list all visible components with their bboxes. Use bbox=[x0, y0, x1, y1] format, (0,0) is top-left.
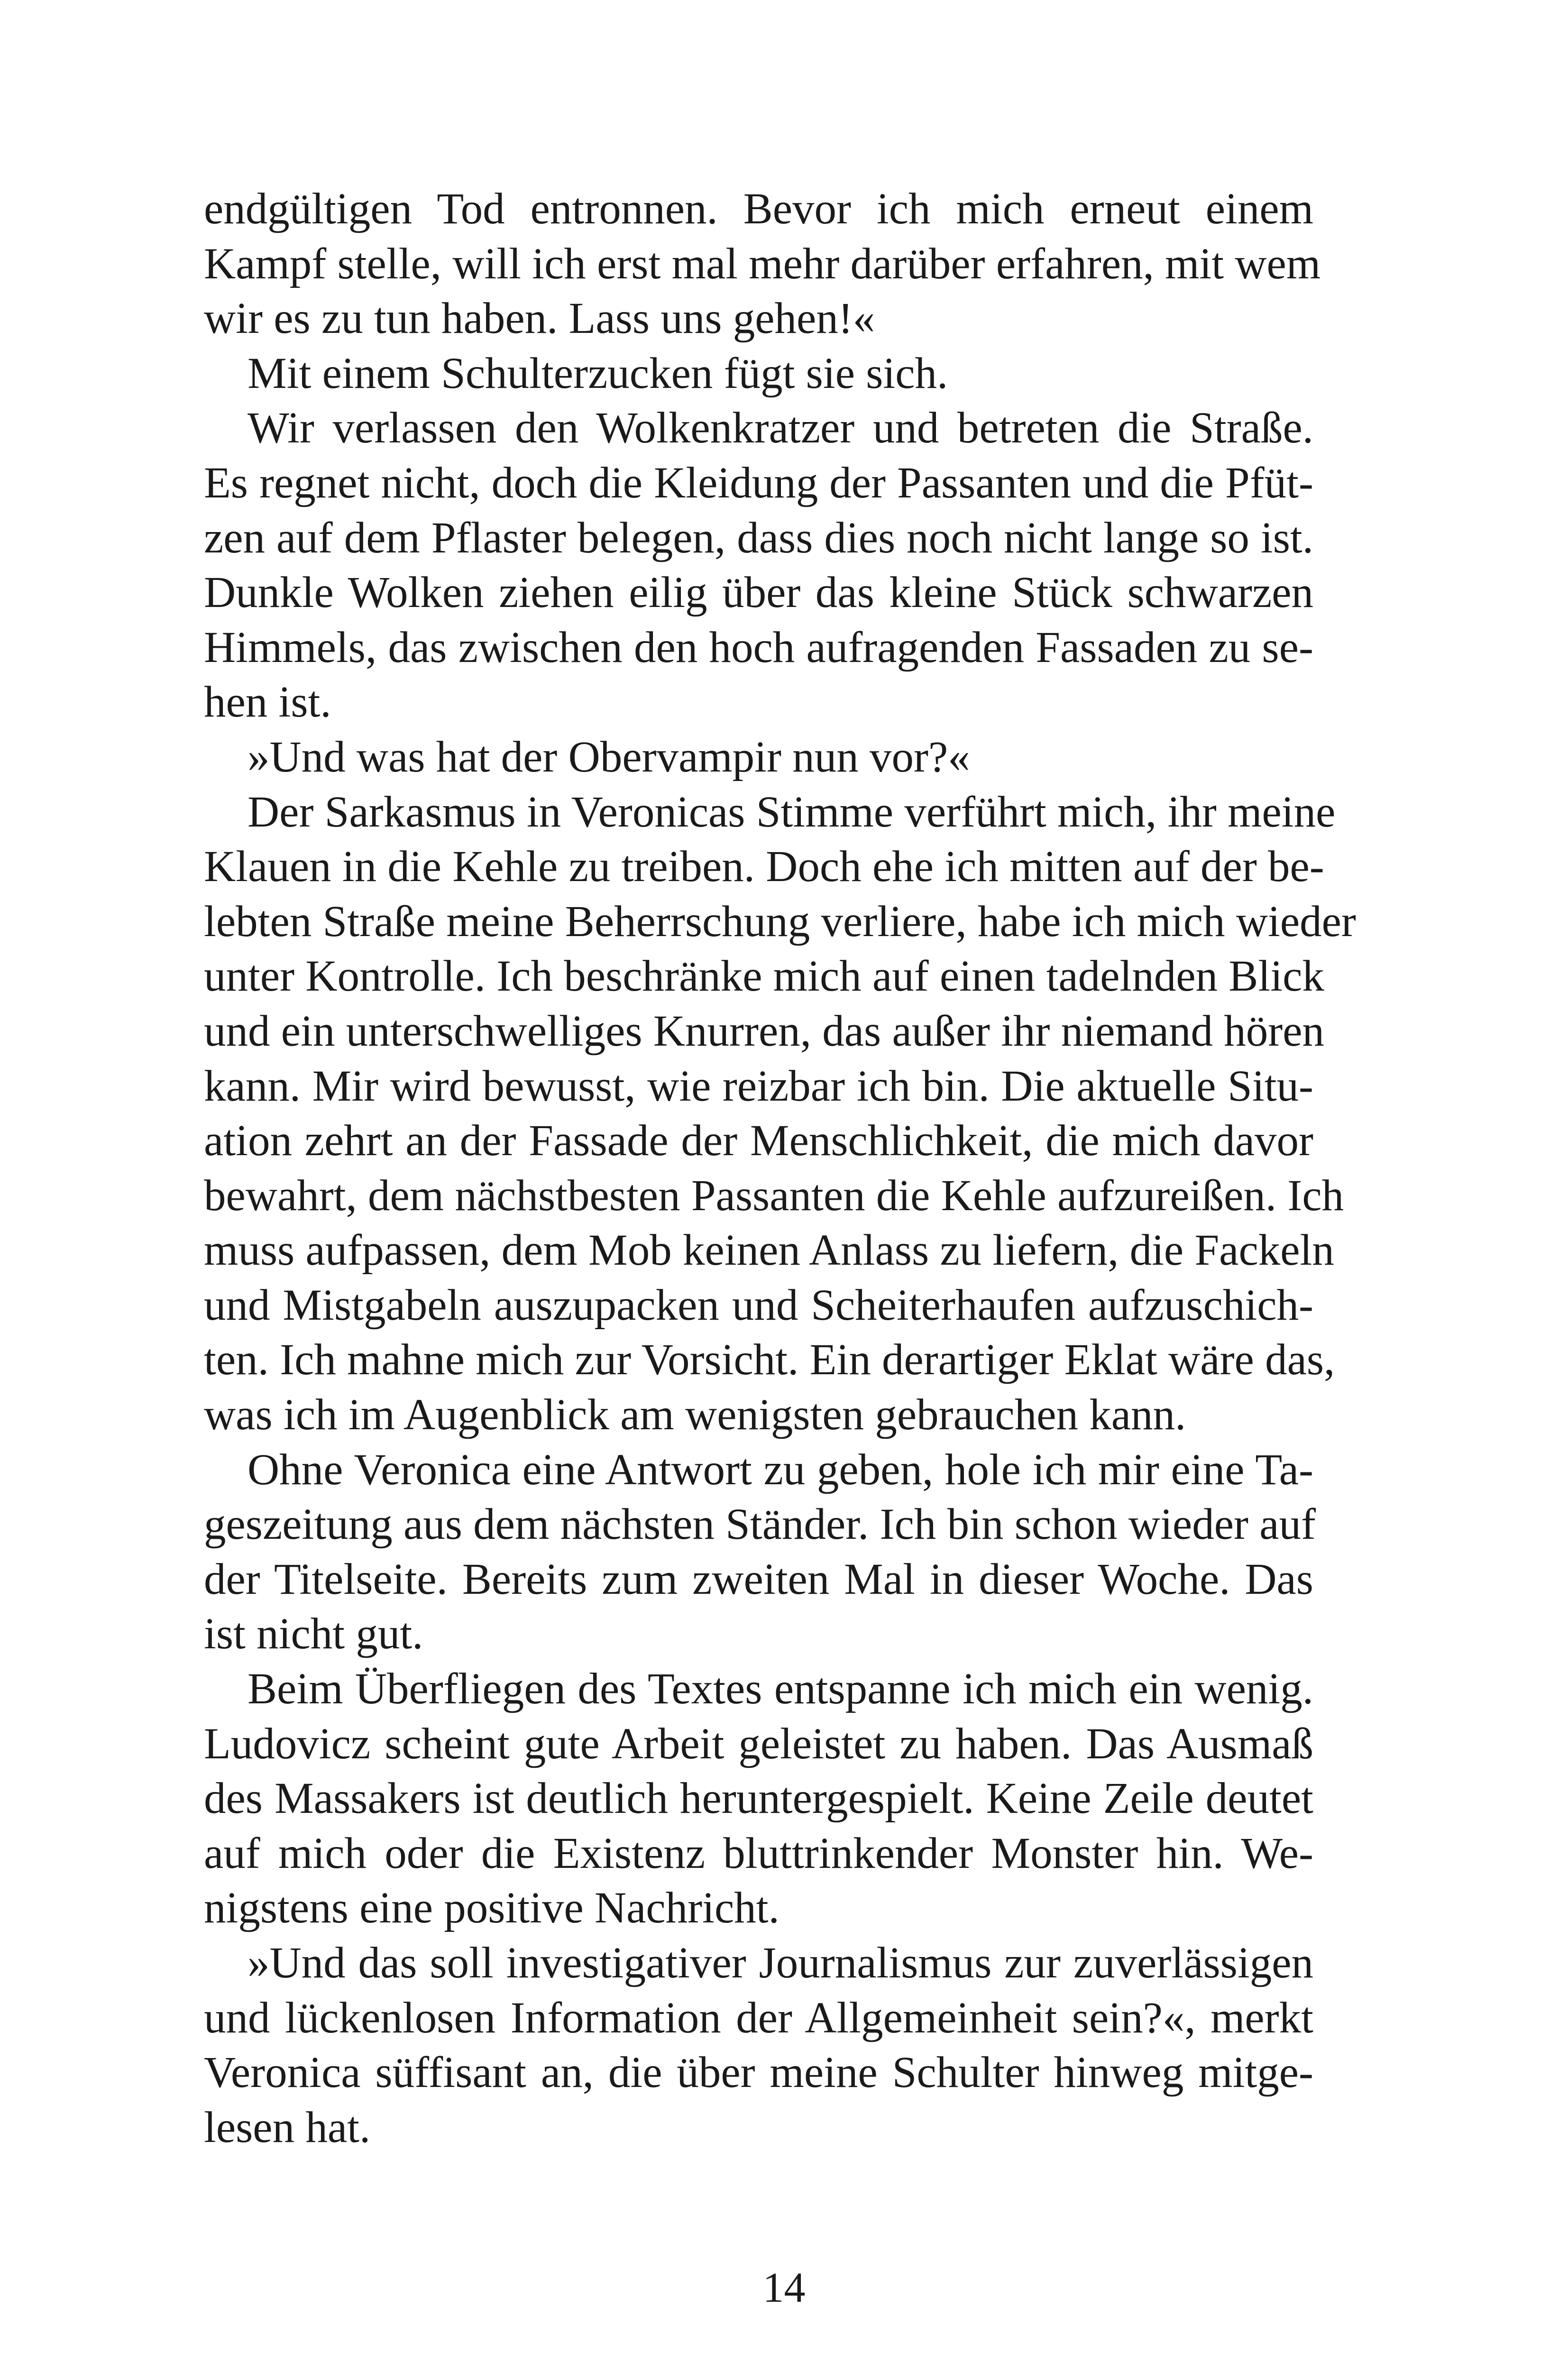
page-number: 14 bbox=[762, 2264, 806, 2311]
body-text bbox=[204, 182, 1356, 2155]
text-line: des Massakers ist deutlich heruntergespielt. Keine Zeile deutet bbox=[204, 1774, 1313, 1823]
text-line: wir es zu tun haben. Lass uns gehen!« bbox=[204, 294, 875, 343]
text-line: lesen hat. bbox=[204, 2103, 371, 2152]
text-line: Ohne Veronica eine Antwort zu geben, hole ich mir eine Ta- bbox=[248, 1445, 1313, 1494]
text-line: bewahrt, dem nächstbesten Passanten die Kehle aufzureißen. Ich bbox=[204, 1171, 1344, 1220]
text-line: hen ist. bbox=[204, 678, 331, 727]
text-line: was ich im Augenblick am wenigsten gebrauchen kann. bbox=[204, 1390, 1186, 1440]
text-line: Klauen in die Kehle zu treiben. Doch ehe ich mitten auf der be- bbox=[204, 842, 1324, 891]
text-line: und lückenlosen Information der Allgemeinheit sein?«, merkt bbox=[204, 1993, 1313, 2042]
text-line: muss aufpassen, dem Mob keinen Anlass zu liefern, die Fackeln bbox=[204, 1226, 1334, 1275]
text-line: Der Sarkasmus in Veronicas Stimme verführt mich, ihr meine bbox=[248, 787, 1336, 836]
text-line: nigstens eine positive Nachricht. bbox=[204, 1884, 779, 1933]
text-line: Wir verlassen den Wolkenkratzer und betreten die Straße. bbox=[248, 404, 1313, 453]
text-line: Dunkle Wolken ziehen eilig über das kleine Stück schwarzen bbox=[204, 568, 1313, 617]
text-line: Beim Überfliegen des Textes entspanne ich mich ein wenig. bbox=[248, 1664, 1313, 1714]
text-line: »Und was hat der Obervampir nun vor?« bbox=[248, 732, 970, 781]
text-line: ation zehrt an der Fassade der Menschlichkeit, die mich davor bbox=[204, 1116, 1313, 1166]
text-line: »Und das soll investigativer Journalismus zur zuverlässigen bbox=[248, 1939, 1313, 1987]
text-line: Veronica süffisant an, die über meine Schulter hinweg mitge- bbox=[204, 2048, 1313, 2097]
text-line: Kampf stelle, will ich erst mal mehr darüber erfahren, mit wem bbox=[204, 239, 1321, 288]
text-line: Mit einem Schulterzucken fügt sie sich. bbox=[248, 349, 948, 398]
text-line: und ein unterschwelliges Knurren, das außer ihr niemand hören bbox=[204, 1006, 1325, 1056]
text-line: der Titelseite. Bereits zum zweiten Mal in dieser Woche. Das bbox=[204, 1554, 1313, 1604]
text-line: geszeitung aus dem nächsten Ständer. Ich bin schon wieder auf bbox=[204, 1500, 1316, 1549]
text-line: Himmels, das zwischen den hoch aufragenden Fassaden zu se- bbox=[204, 623, 1313, 672]
text-line: zen auf dem Pflaster belegen, dass dies noch nicht lange so ist. bbox=[204, 513, 1313, 562]
text-line: Ludovicz scheint gute Arbeit geleistet zu haben. Das Ausmaß bbox=[204, 1719, 1313, 1768]
text-line: endgültigen Tod entronnen. Bevor ich mich erneut einem bbox=[204, 184, 1313, 233]
text-line: und Mistgabeln auszupacken und Scheiterhaufen aufzuschich- bbox=[204, 1280, 1313, 1330]
text-line: Es regnet nicht, doch die Kleidung der Passanten und die Pfüt- bbox=[204, 458, 1313, 507]
text-line: ten. Ich mahne mich zur Vorsicht. Ein derartiger Eklat wäre das, bbox=[204, 1335, 1335, 1385]
text-line: lebten Straße meine Beherrschung verliere, habe ich mich wieder bbox=[204, 897, 1356, 946]
text-line: kann. Mir wird bewusst, wie reizbar ich bin. Die aktuelle Situ- bbox=[204, 1061, 1313, 1111]
text-line: auf mich oder die Existenz bluttrinkender Monster hin. We- bbox=[204, 1829, 1313, 1878]
text-line: ist nicht gut. bbox=[204, 1609, 423, 1659]
text-line: unter Kontrolle. Ich beschränke mich auf einen tadelnden Blick bbox=[204, 952, 1324, 1001]
